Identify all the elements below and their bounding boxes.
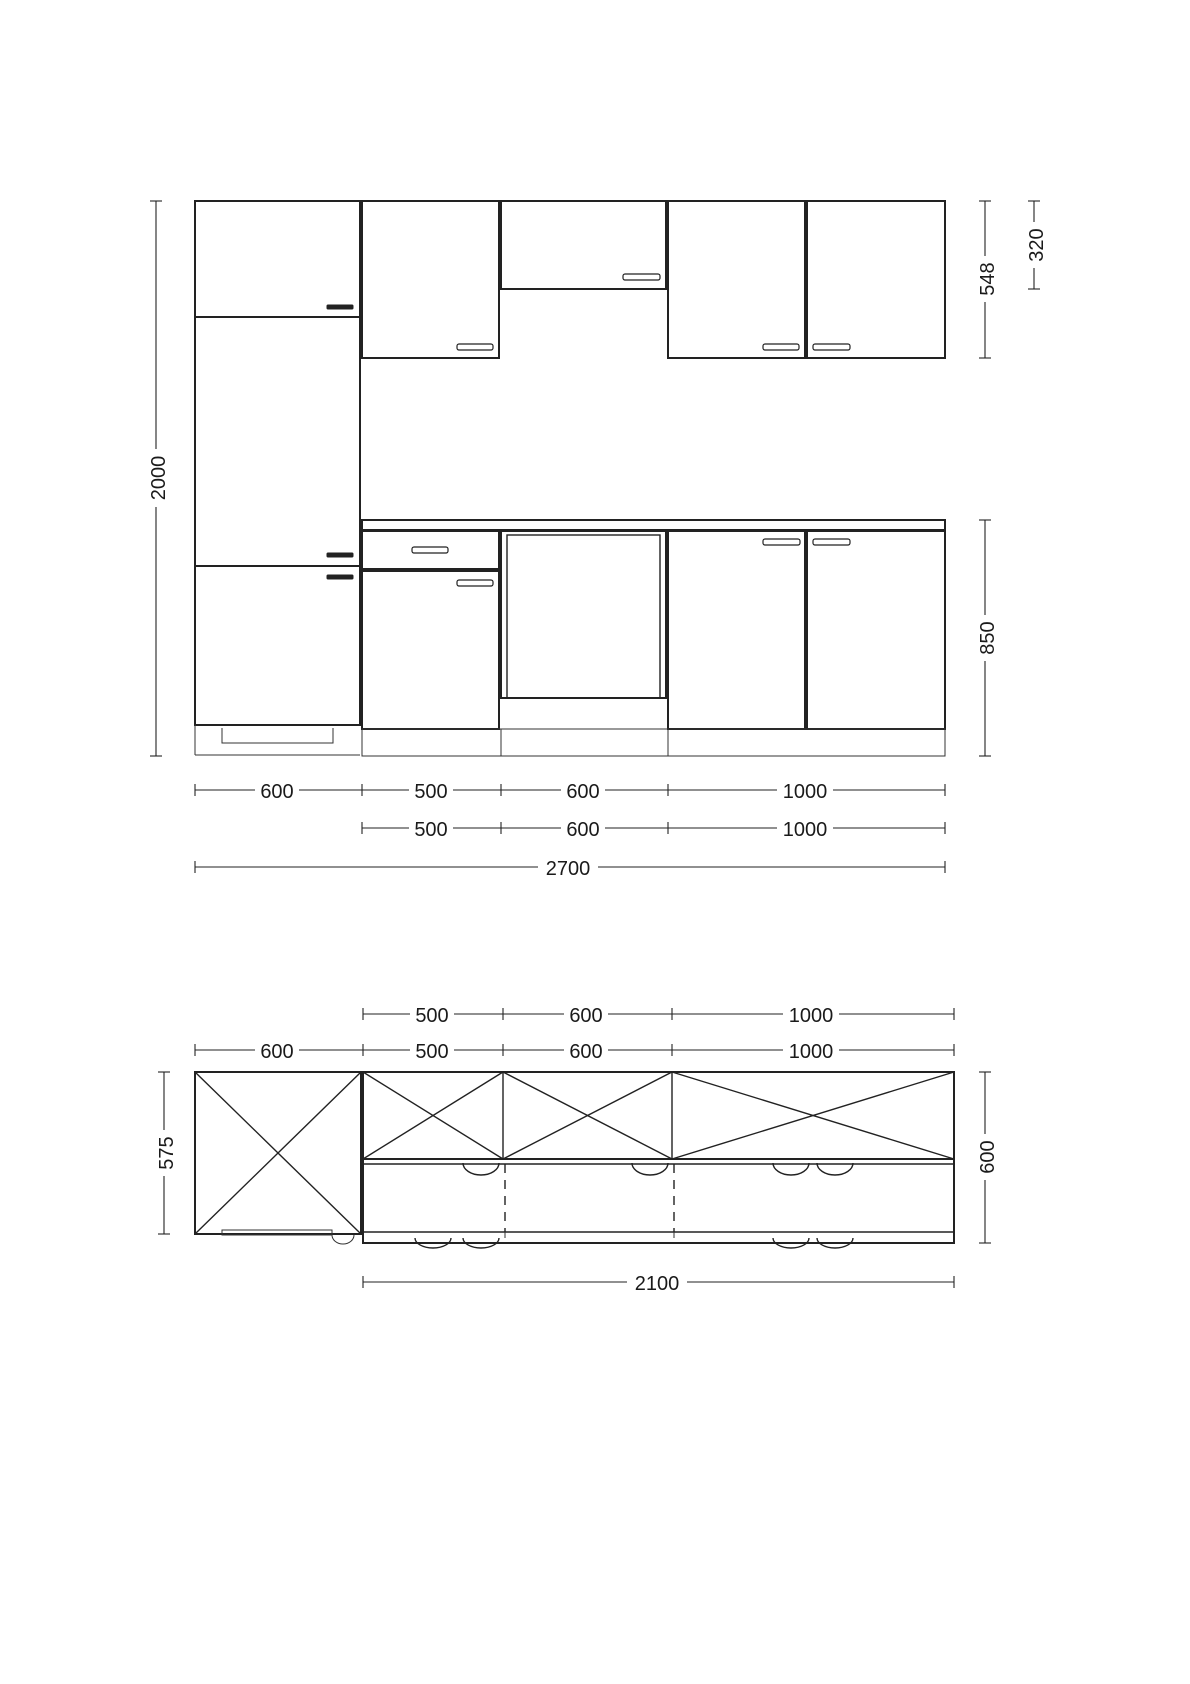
dim-850-label: 850: [977, 621, 999, 655]
dim-320-label: 320: [1026, 228, 1048, 262]
plan-dim-depth-left: [154, 1072, 178, 1234]
dim-widths-row1: [195, 779, 945, 803]
plan-row2-600b: 600: [569, 1041, 603, 1063]
tall-handle-low: [327, 575, 353, 579]
dim-2700-label: 2700: [545, 858, 591, 880]
wall-cabinets: [362, 201, 945, 358]
plan-dim-row1: [363, 1003, 954, 1027]
plan-dim-counter: [363, 1271, 954, 1295]
tall-unit: [195, 201, 360, 755]
plan-600-label: 600: [977, 1140, 999, 1174]
dim-widths-row2: [362, 817, 945, 841]
dim-2000-label: 2000: [148, 455, 170, 501]
plan-tall-unit: [195, 1072, 361, 1244]
dim-height-total: [146, 201, 170, 756]
dim-width-total: [195, 856, 945, 880]
base-cabinets: [362, 531, 945, 756]
dim-row1-600: 600: [260, 781, 294, 803]
plan-base-cabinets: [363, 1159, 954, 1248]
plan-row1-1000: 1000: [788, 1005, 834, 1027]
plan-row1-500: 500: [415, 1005, 449, 1027]
plan-view: [154, 1003, 999, 1295]
dim-upper-short-height: [1024, 201, 1048, 289]
plan-row2-500: 500: [415, 1041, 449, 1063]
dim-548-label: 548: [977, 262, 999, 296]
plan-row1-600: 600: [569, 1005, 603, 1027]
plan-dim-depth-right: [975, 1072, 999, 1243]
dim-row2-600: 600: [566, 819, 600, 841]
dim-base-height: [975, 520, 999, 756]
dim-row2-1000: 1000: [782, 819, 828, 841]
dim-row2-500: 500: [414, 819, 448, 841]
dim-row1-500: 500: [414, 781, 448, 803]
plan-row2-1000: 1000: [788, 1041, 834, 1063]
dim-row1-600b: 600: [566, 781, 600, 803]
plan-row2-600: 600: [260, 1041, 294, 1063]
tall-handle-mid: [327, 553, 353, 557]
front-elevation: [146, 201, 1048, 880]
tall-handle-top: [327, 305, 353, 309]
plan-575-label: 575: [156, 1136, 178, 1170]
dim-upper-height: [975, 201, 999, 358]
dim-row1-1000: 1000: [782, 781, 828, 803]
plan-2100-label: 2100: [634, 1273, 680, 1295]
plan-dim-row2: [195, 1039, 954, 1063]
countertop: [362, 520, 945, 530]
